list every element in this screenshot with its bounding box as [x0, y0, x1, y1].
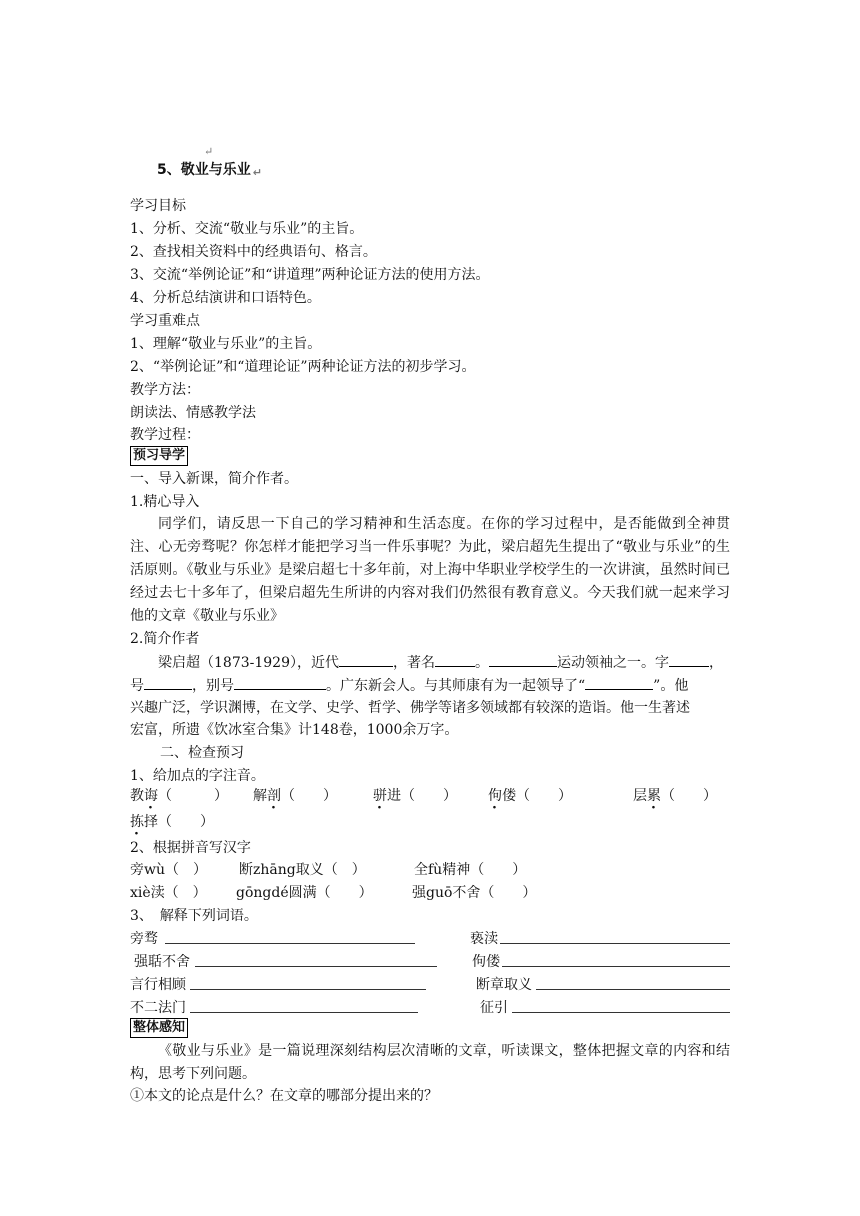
dotted-char: 拣 [130, 814, 144, 830]
answer-line[interactable] [502, 966, 730, 967]
pinyin-item[interactable] [488, 786, 572, 806]
author-line-3: 兴趣广泛，学识渊博，在文学、史学、哲学、佛学等诸多领域都有较深的造诣。他一生著述 [130, 700, 690, 716]
hanzi-item[interactable]: 断zhāng取义（ ） [239, 862, 366, 878]
lesson-title [157, 160, 260, 180]
hanzi-item[interactable]: 旁wù（ ） [130, 862, 207, 878]
author-line-2 [130, 675, 730, 696]
pinyin-item[interactable] [633, 786, 717, 806]
author-text-5: ， [709, 655, 723, 671]
section-1-heading: 一、导入新课，简介作者。 [130, 471, 298, 487]
dotted-char: 骈 [373, 788, 387, 804]
process-heading: 教学过程： [130, 427, 200, 443]
blank-hao[interactable] [144, 675, 192, 690]
hanzi-item[interactable]: gōngdé圆满（ ） [236, 885, 373, 901]
lesson-title-text: 5、敬业与乐业 [157, 162, 251, 178]
blank-zi[interactable] [669, 652, 709, 667]
term-left: 不二法门 [130, 1000, 186, 1016]
answer-line[interactable] [536, 989, 730, 990]
overall-paragraph: 《敬业与乐业》是一篇说理深刻结构层次清晰的文章，听读课文，整体把握文章的内容和结构，思考下列问题。 [130, 1043, 730, 1082]
overall-question-1: ①本文的论点是什么？在文章的哪部分提出来的？ [130, 1088, 438, 1104]
pinyin-post: （ ） [158, 788, 228, 804]
answer-line[interactable] [190, 989, 426, 990]
return-mark-title: ↵ [252, 166, 262, 179]
subsection-1-heading: 1.精心导入 [130, 494, 200, 510]
section-2-heading: 二、检查预习 [160, 745, 244, 761]
term-right: 征引 [480, 1000, 508, 1016]
blank-era[interactable] [339, 652, 393, 667]
question-2-heading: 2、根据拼音写汉字 [130, 840, 251, 856]
pinyin-post: 进（ ） [387, 788, 457, 804]
author-text-3: 。 [475, 655, 489, 671]
term-right: 断章取义 [476, 977, 532, 993]
answer-line[interactable] [512, 1012, 730, 1013]
pinyin-item[interactable] [253, 786, 337, 806]
pinyin-item[interactable] [130, 812, 214, 832]
blank-biehao[interactable] [234, 675, 326, 690]
goal-1: 1、分析、交流“敬业与乐业”的主旨。 [130, 221, 364, 237]
question-1-heading: 1、给加点的字注音。 [130, 768, 265, 784]
author-text-4: 运动领袖之一。字 [557, 655, 669, 671]
pinyin-item[interactable] [130, 786, 228, 806]
blank-movement[interactable] [489, 652, 557, 667]
dotted-char: 累 [647, 788, 661, 804]
pinyin-post: （ ） [661, 788, 717, 804]
hanzi-item[interactable]: 全fù精神（ ） [414, 862, 527, 878]
author-text-7: ，别号 [192, 678, 234, 694]
subsection-2-heading: 2.简介作者 [130, 631, 200, 647]
dotted-char: 诲 [144, 788, 158, 804]
author-text-8: 。广东新会人。与其师康有为一起领导了“ [326, 678, 586, 694]
method-heading: 教学方法： [130, 382, 200, 398]
method-text: 朗读法、情感教学法 [130, 405, 256, 421]
answer-line[interactable] [500, 943, 730, 944]
blank-reform[interactable] [585, 675, 653, 690]
answer-line[interactable] [190, 1012, 418, 1013]
author-line-4: 宏富，所遗《饮冰室合集》计148卷，1000余万字。 [130, 722, 459, 738]
key-heading: 学习重难点 [130, 313, 200, 329]
return-mark-top: ↵ [204, 145, 214, 158]
author-line-1 [130, 652, 730, 673]
term-left: 旁骛 [130, 931, 158, 947]
goal-4: 4、分析总结演讲和口语特色。 [130, 290, 321, 306]
key-point-1: 1、理解“敬业与乐业”的主旨。 [130, 336, 322, 352]
hanzi-item[interactable]: 强guō不舍（ ） [412, 885, 537, 901]
question-3-heading: 3、 解释下列词语。 [130, 908, 258, 924]
term-right: 亵渎 [470, 931, 498, 947]
pinyin-item[interactable] [373, 786, 457, 806]
dotted-char: 剖 [267, 788, 281, 804]
pinyin-post: （ ） [281, 788, 337, 804]
pinyin-pre: 解 [253, 788, 267, 804]
pinyin-pre: 层 [633, 788, 647, 804]
pinyin-pre: 教 [130, 788, 144, 804]
section-box-preview: 预习导学 [130, 446, 188, 466]
goals-heading: 学习目标 [130, 198, 186, 214]
blank-famous[interactable] [435, 652, 475, 667]
author-text-9: ”。他 [653, 678, 689, 694]
section-box-overall: 整体感知 [130, 1018, 188, 1038]
dotted-char: 佝 [488, 788, 502, 804]
author-text-6: 号 [130, 678, 144, 694]
term-left: 言行相顾 [130, 977, 186, 993]
hanzi-item[interactable]: xiè渎（ ） [130, 885, 207, 901]
key-point-2: 2、“举例论证”和“道理论证”两种论证方法的初步学习。 [130, 359, 476, 375]
term-right: 佝偻 [472, 954, 500, 970]
answer-line[interactable] [195, 966, 437, 967]
intro-paragraph: 同学们，请反思一下自己的学习精神和生活态度。在你的学习过程中，是否能做到全神贯注、心无旁骛呢？你怎样才能把学习当一件乐事呢？为此，梁启超先生提出了“敬业与乐业”的生活原则。《敬业与乐业》是梁启超七十多年前，对上海中华职业学校学生的一次讲演，虽然时间已经过去七十多年了，但梁启超先生所讲的内容对我们仍然很有教育意义。今天我们就一起来学习他的文章《敬业与乐业》 [130, 516, 730, 624]
goal-2: 2、查找相关资料中的经典语句、格言。 [130, 244, 377, 260]
pinyin-post: 择（ ） [144, 814, 214, 830]
author-text-1: 梁启超（1873-1929），近代 [158, 655, 339, 671]
answer-line[interactable] [165, 943, 415, 944]
pinyin-post: 偻（ ） [502, 788, 572, 804]
goal-3: 3、交流“举例论证”和“讲道理”两种论证方法的使用方法。 [130, 267, 490, 283]
author-text-2: ，著名 [393, 655, 435, 671]
term-left: 强聒不舍 [134, 954, 190, 970]
